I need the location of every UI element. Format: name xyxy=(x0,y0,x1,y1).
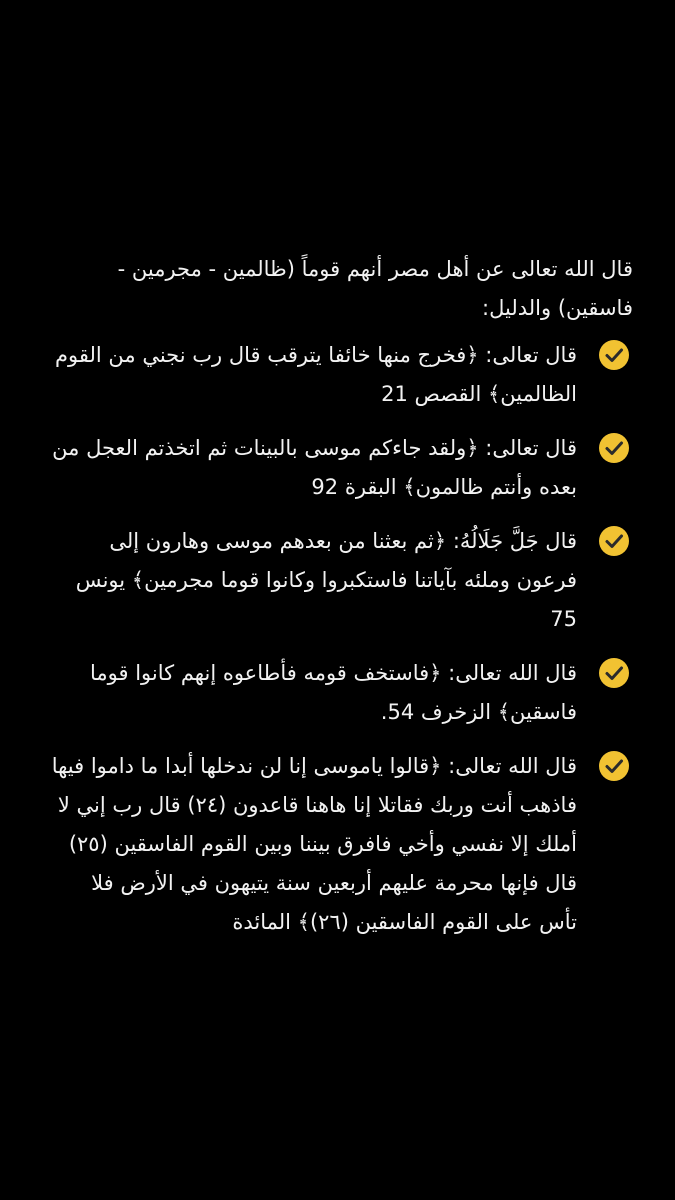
list-item-text: قال تعالى: ﴿ولقد جاءكم موسى بالبينات ثم اتخذتم العجل من بعده وأنتم ظالمون﴾ البقرة 92 xyxy=(52,436,577,499)
list-item xyxy=(50,522,633,639)
list-item-text: قال تعالى: ﴿فخرج منها خائفا يترقب قال رب نجني من القوم الظالمين﴾ القصص 21 xyxy=(55,343,577,406)
check-badge-icon xyxy=(597,656,631,690)
list-item xyxy=(50,654,633,732)
list-item xyxy=(50,429,633,507)
list-item-text: قال الله تعالى: ﴿فاستخف قومه فأطاعوه إنهم كانوا قوما فاسقين﴾ الزخرف 54. xyxy=(90,661,577,724)
evidence-list xyxy=(50,336,633,942)
check-badge-icon xyxy=(597,749,631,783)
intro-paragraph: قال الله تعالى عن أهل مصر أنهم قوماً (ظالمين - مجرمين - فاسقين) والدليل: xyxy=(117,257,633,320)
check-badge-icon xyxy=(597,524,631,558)
document-body xyxy=(50,250,633,957)
check-badge-icon xyxy=(597,338,631,372)
check-badge-icon xyxy=(597,431,631,465)
list-item-text: قال جَلَّ جَلَالُهُ: ﴿ثم بعثنا من بعدهم موسى وهارون إلى فرعون وملئه بآياتنا فاستكبروا وكانوا قوما مجرمين﴾ يونس 75 xyxy=(75,529,577,631)
list-item xyxy=(50,336,633,414)
list-item xyxy=(50,747,633,942)
list-item-text: قال الله تعالى: ﴿قالوا ياموسى إنا لن ندخلها أبدا ما داموا فيها فاذهب أنت وربك فقاتلا إنا هاهنا قاعدون (٢٤) قال رب إني لا أملك إلا نفسي وأخي فافرق بيننا وبين القوم الفاسقين (٢٥) قال فإنها محرمة عليهم أربعين سنة يتيهون في الأرض فلا تأس على القوم الفاسقين (٢٦)﴾ المائدة xyxy=(51,754,577,934)
